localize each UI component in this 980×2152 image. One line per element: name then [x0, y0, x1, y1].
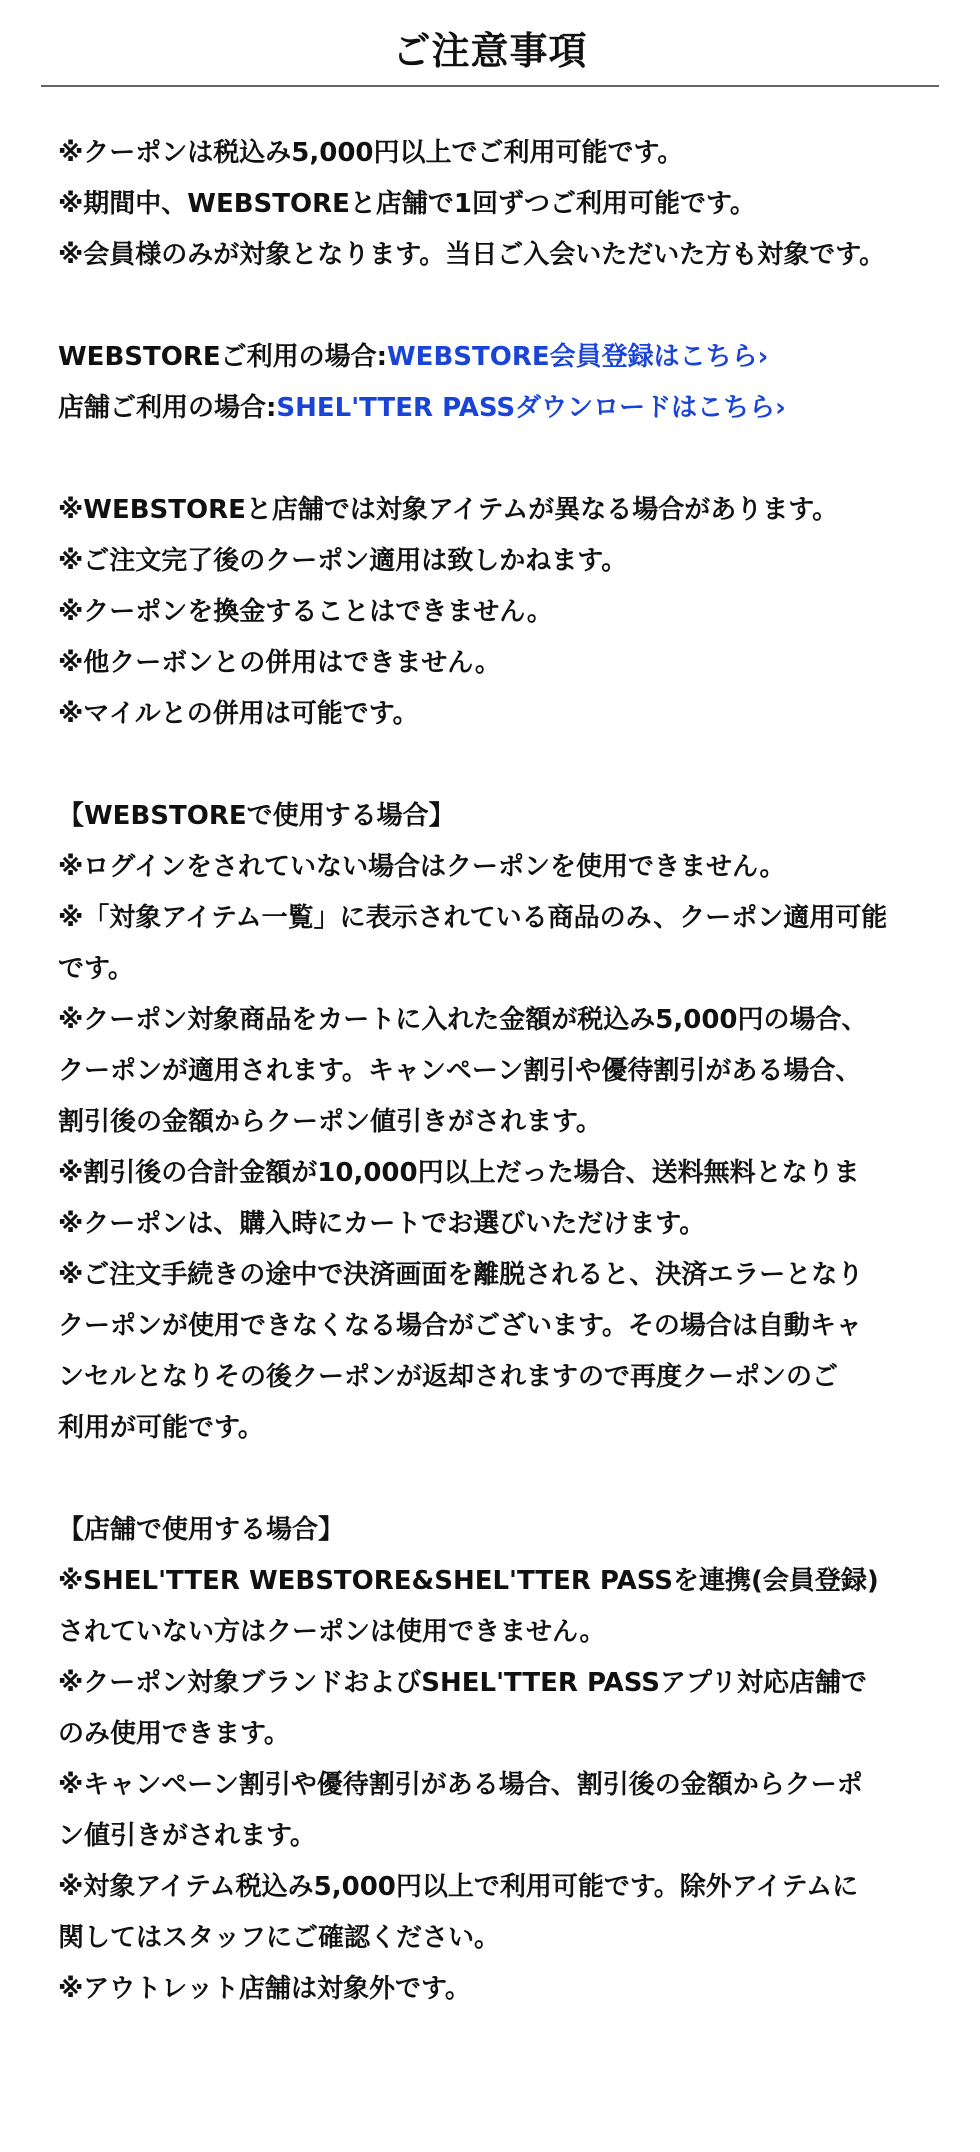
webstore-note-line: 利用が可能です。: [58, 1413, 264, 1443]
store-note-line: ※対象アイテム税込み5,000円以上で利用可能です。除外アイテムに: [58, 1872, 859, 1902]
general-note: ※期間中、WEBSTOREと店舗で1回ずつご利用可能です。: [58, 189, 756, 219]
webstore-note-line: ンセルとなりその後クーポンが返却されますので再度クーポンのご: [58, 1362, 839, 1392]
store-note-line: のみ使用できます。: [58, 1719, 290, 1749]
webstore-note-line: ※クーポンは、購入時にカートでお選びいただけます。: [58, 1209, 706, 1239]
webstore-note-line: ※割引後の合計金額が10,000円以上だった場合、送料無料となりま: [58, 1158, 860, 1188]
store-note-line: ※キャンペーン割引や優待割引がある場合、割引後の金額からクーポ: [58, 1770, 863, 1800]
webstore-note-line: 割引後の金額からクーポン値引きがされます。: [58, 1107, 602, 1137]
webstore-note-line: ※ご注文手続きの途中で決済画面を離脱されると、決済エラーとなり: [58, 1260, 864, 1290]
webstore-note-line: クーポンが適用されます。キャンペーン割引や優待割引がある場合、: [58, 1056, 862, 1086]
spacer: [58, 1454, 918, 1505]
webstore-note-line: クーポンが使用できなくなる場合がございます。その場合は自動キャ: [58, 1311, 862, 1341]
store-note-line: ※SHEL'TTER WEBSTORE&SHEL'TTER PASSを連携(会員登録): [58, 1566, 879, 1596]
spacer: [58, 740, 918, 791]
note-line: ※他クーボンとの併用はできません。: [58, 648, 501, 678]
webstore-note-line: ※クーポン対象商品をカートに入れた金額が税込み5,000円の場合、: [58, 1005, 868, 1035]
note-line: ※マイルとの併用は可能です。: [58, 699, 419, 729]
note-line: ※WEBSTOREと店舗では対象アイテムが異なる場合があります。: [58, 495, 839, 525]
store-section-heading: 【店舗で使用する場合】: [58, 1515, 345, 1545]
store-note-line: 関してはスタッフにご確認ください。: [58, 1923, 501, 1953]
store-note-line: ※アウトレット店舗は対象外です。: [58, 1974, 471, 2004]
note-line: ※ご注文完了後のクーポン適用は致しかねます。: [58, 546, 628, 576]
store-link-row: [58, 383, 918, 434]
webstore-note-line: です。: [58, 954, 134, 984]
store-link-prefix: 店舗ご利用の場合:: [58, 393, 277, 423]
webstore-note-line: ※「対象アイテム一覧」に表示されている商品のみ、クーポン適用可能: [58, 903, 888, 933]
store-note-line: ※クーポン対象ブランドおよびSHEL'TTER PASSアプリ対応店舗で: [58, 1668, 867, 1698]
general-note: ※会員様のみが対象となります。当日ご入会いただいた方も対象です。: [58, 240, 886, 270]
shelter-pass-download-link[interactable]: SHEL'TTER PASSダウンロードはこちら›: [276, 393, 786, 423]
page-title: ご注意事項: [392, 29, 588, 74]
note-line: ※クーポンを換金することはできません。: [58, 597, 553, 627]
spacer: [58, 434, 918, 485]
store-note-line: ン値引きがされます。: [58, 1821, 316, 1851]
spacer: [58, 281, 918, 332]
store-note-line: されていない方はクーポンは使用できません。: [58, 1617, 606, 1647]
notice-content: [58, 128, 918, 2015]
title-divider: [41, 85, 939, 87]
webstore-section-heading: 【WEBSTOREで使用する場合】: [58, 801, 455, 831]
general-note: ※クーポンは税込み5,000円以上でご利用可能です。: [58, 138, 684, 168]
webstore-link-row: [58, 332, 918, 383]
webstore-register-link[interactable]: WEBSTORE会員登録はこちら›: [387, 342, 769, 372]
webstore-note-line: ※ログインをされていない場合はクーポンを使用できません。: [58, 852, 786, 882]
webstore-link-prefix: WEBSTOREご利用の場合:: [58, 342, 387, 372]
